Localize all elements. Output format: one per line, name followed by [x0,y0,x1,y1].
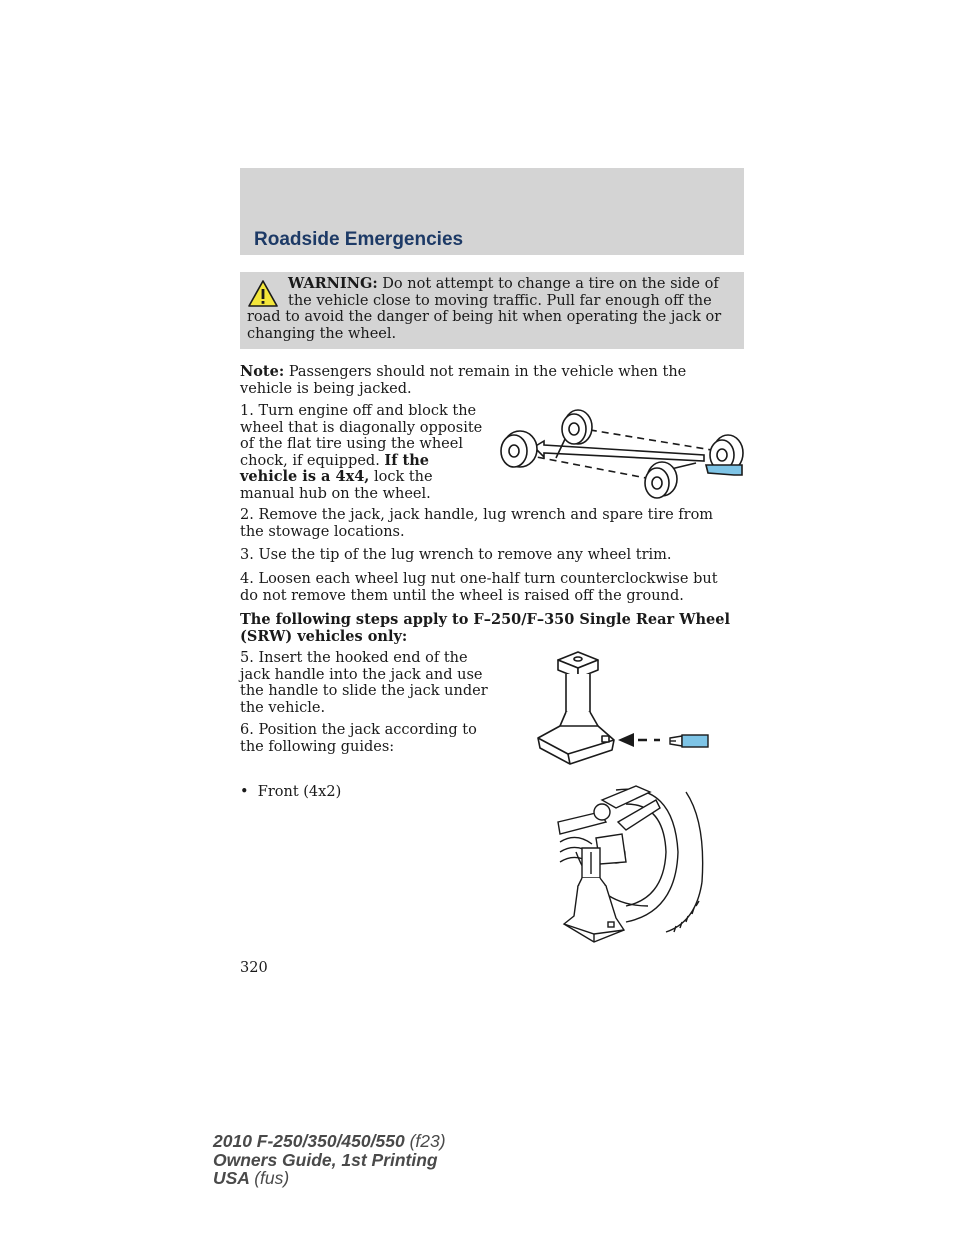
note-label: Note: [240,363,285,380]
step-6: 6. Position the jack according to the following guides: [240,722,477,755]
step-1 [240,403,485,502]
step-1-text: 1. Turn engine off and block the wheel that is diagonally opposite of the flat tire using the wheel chock, if equipped. [240,403,483,469]
footer-market-code: (fus) [254,1168,290,1188]
footer-line-3 [213,1169,446,1188]
bullet-front-text: Front (4x2) [257,784,342,800]
footer-line-1 [213,1132,446,1151]
srw-heading-text: The following steps apply to F–250/F–350 Single Rear Wheel (SRW) vehicles only: [240,611,730,645]
footer-model-code: (f23) [409,1131,446,1151]
srw-heading [240,612,740,645]
page-number: 320 [240,960,268,976]
step-1-text-end: lock the manual hub on the wheel. [240,469,433,502]
step-2: 2. Remove the jack, jack handle, lug wrench and spare tire from the stowage locations. [240,507,714,540]
section-title: Roadside Emergencies [254,229,464,250]
step-3: 3. Use the tip of the lug wrench to remove any wheel trim. [240,547,672,563]
section-header [240,168,744,255]
jack-handle-diagram [530,646,714,772]
step-4: 4. Loosen each wheel lug nut one-half turn counterclockwise but do not remove them until the wheel is raised off the ground. [240,571,718,604]
footer-market: USA [213,1168,250,1188]
document-footer [213,1132,446,1188]
note-paragraph [240,364,740,397]
warning-label: WARNING: [288,275,378,292]
warning-box [240,272,744,349]
bullet-dot: • [240,784,249,800]
front-jack-placement-diagram [556,782,706,950]
footer-line-2: Owners Guide, 1st Printing [213,1149,438,1170]
step-1-bold: If the vehicle is a 4x4, [240,451,429,485]
warning-text: Do not attempt to change a tire on the side of the vehicle close to moving traffic. Pull far enough off the road to avoid the danger of being hit when operating the jack or changing the wheel. [247,276,722,342]
note-text: Passengers should not remain in the vehicle when the vehicle is being jacked. [240,364,687,397]
step-5: 5. Insert the hooked end of the jack handle into the jack and use the handle to slide the jack under the vehicle. [240,650,488,716]
footer-model: 2010 F-250/350/450/550 [213,1131,405,1151]
wheel-chock-diagram [496,403,748,503]
bullet-front-4x2 [240,784,390,801]
warning-triangle-icon [247,279,279,309]
